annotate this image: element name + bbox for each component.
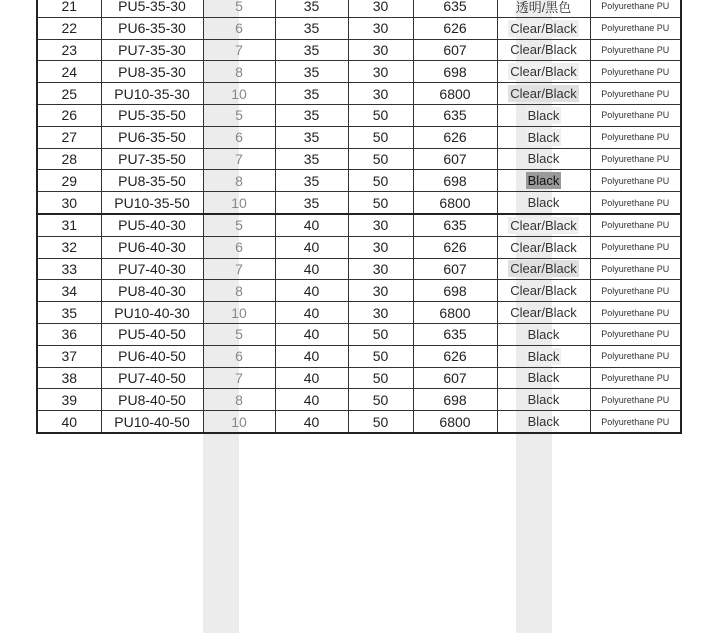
pcs-cell: 8	[203, 170, 275, 192]
row-number-cell: 35	[37, 302, 101, 324]
pcs-cell: 6	[203, 345, 275, 367]
material-cell: Polyurethane PU	[590, 39, 681, 61]
quantity-cell: 698	[413, 389, 497, 411]
length-cell: 30	[348, 83, 413, 105]
row-number-cell: 30	[37, 192, 101, 214]
spec-table-body	[37, 0, 681, 433]
quantity-cell: 626	[413, 236, 497, 258]
quantity-cell: 698	[413, 280, 497, 302]
quantity-cell: 698	[413, 170, 497, 192]
color-cell	[497, 214, 590, 236]
color-label: Clear/Black	[510, 64, 577, 80]
quantity-cell: 607	[413, 39, 497, 61]
color-cell	[497, 126, 590, 148]
length-cell: 30	[348, 236, 413, 258]
material-cell: Polyurethane PU	[590, 280, 681, 302]
table-row	[37, 345, 681, 367]
model-cell: PU6-35-30	[101, 17, 203, 39]
color-cell	[497, 345, 590, 367]
table-row	[37, 302, 681, 324]
length-cell: 50	[348, 192, 413, 214]
row-number-cell: 25	[37, 83, 101, 105]
color-label: Clear/Black	[510, 217, 577, 233]
length-cell: 50	[348, 126, 413, 148]
diameter-cell: 40	[275, 323, 348, 345]
diameter-cell: 40	[275, 389, 348, 411]
pcs-cell: 10	[203, 411, 275, 433]
length-cell: 30	[348, 258, 413, 280]
length-cell: 50	[348, 411, 413, 433]
model-cell: PU10-40-30	[101, 302, 203, 324]
table-row	[37, 236, 681, 258]
pcs-cell: 7	[203, 367, 275, 389]
color-cell: Clear/Black	[497, 302, 590, 324]
quantity-cell: 635	[413, 104, 497, 126]
diameter-cell: 40	[275, 258, 348, 280]
length-cell: 50	[348, 323, 413, 345]
color-cell	[497, 83, 590, 105]
model-cell: PU5-40-50	[101, 323, 203, 345]
material-cell: Polyurethane PU	[590, 236, 681, 258]
length-cell: 30	[348, 61, 413, 83]
color-cell: Clear/Black	[497, 280, 590, 302]
quantity-cell: 626	[413, 17, 497, 39]
quantity-cell: 607	[413, 258, 497, 280]
quantity-cell: 626	[413, 345, 497, 367]
material-cell: Polyurethane PU	[590, 104, 681, 126]
length-cell: 30	[348, 17, 413, 39]
material-cell: Polyurethane PU	[590, 302, 681, 324]
row-number-cell: 33	[37, 258, 101, 280]
color-cell: Black	[497, 367, 590, 389]
model-cell: PU6-40-50	[101, 345, 203, 367]
row-number-cell: 34	[37, 280, 101, 302]
model-cell: PU8-35-30	[101, 61, 203, 83]
pcs-cell: 10	[203, 302, 275, 324]
color-label: Black	[527, 129, 560, 145]
table-row	[37, 323, 681, 345]
row-number-cell: 36	[37, 323, 101, 345]
model-cell: PU8-40-50	[101, 389, 203, 411]
row-number-cell: 31	[37, 214, 101, 236]
pcs-cell: 7	[203, 39, 275, 61]
table-row	[37, 192, 681, 214]
row-number-cell: 38	[37, 367, 101, 389]
material-cell: Polyurethane PU	[590, 389, 681, 411]
material-cell: Polyurethane PU	[590, 83, 681, 105]
diameter-cell: 35	[275, 0, 348, 17]
diameter-cell: 40	[275, 411, 348, 433]
row-number-cell: 26	[37, 104, 101, 126]
table-row	[37, 39, 681, 61]
row-number-cell: 27	[37, 126, 101, 148]
table-row	[37, 17, 681, 39]
length-cell: 50	[348, 104, 413, 126]
pcs-cell: 10	[203, 192, 275, 214]
length-cell: 30	[348, 214, 413, 236]
length-cell: 50	[348, 367, 413, 389]
diameter-cell: 40	[275, 367, 348, 389]
pcs-cell: 5	[203, 104, 275, 126]
row-number-cell: 32	[37, 236, 101, 258]
diameter-cell: 40	[275, 214, 348, 236]
color-cell: Clear/Black	[497, 39, 590, 61]
table-row	[37, 258, 681, 280]
material-cell: Polyurethane PU	[590, 170, 681, 192]
length-cell: 30	[348, 280, 413, 302]
color-cell	[497, 17, 590, 39]
table-row	[37, 170, 681, 192]
pcs-cell: 6	[203, 236, 275, 258]
table-row	[37, 389, 681, 411]
table-row	[37, 0, 681, 17]
row-number-cell: 37	[37, 345, 101, 367]
diameter-cell: 35	[275, 17, 348, 39]
pcs-cell: 8	[203, 61, 275, 83]
pcs-cell: 6	[203, 126, 275, 148]
model-cell: PU7-40-50	[101, 367, 203, 389]
material-cell: Polyurethane PU	[590, 345, 681, 367]
table-row	[37, 126, 681, 148]
table-row	[37, 411, 681, 433]
color-label: Clear/Black	[510, 261, 577, 277]
table-row	[37, 148, 681, 170]
length-cell: 50	[348, 148, 413, 170]
model-cell: PU8-40-30	[101, 280, 203, 302]
quantity-cell: 607	[413, 367, 497, 389]
material-cell: Polyurethane PU	[590, 411, 681, 433]
row-number-cell: 21	[37, 0, 101, 17]
diameter-cell: 40	[275, 236, 348, 258]
color-cell: Black	[497, 411, 590, 433]
row-number-cell: 39	[37, 389, 101, 411]
model-cell: PU10-40-50	[101, 411, 203, 433]
model-cell: PU10-35-50	[101, 192, 203, 214]
diameter-cell: 35	[275, 39, 348, 61]
pcs-cell: 7	[203, 148, 275, 170]
quantity-cell: 607	[413, 148, 497, 170]
table-row	[37, 367, 681, 389]
quantity-cell: 698	[413, 61, 497, 83]
material-cell: Polyurethane PU	[590, 367, 681, 389]
material-cell: Polyurethane PU	[590, 17, 681, 39]
color-cell	[497, 170, 590, 192]
model-cell: PU5-35-50	[101, 104, 203, 126]
diameter-cell: 35	[275, 192, 348, 214]
color-label: Clear/Black	[510, 20, 577, 36]
table-row	[37, 61, 681, 83]
color-cell: 透明/黑色	[497, 0, 590, 17]
model-cell: PU7-40-30	[101, 258, 203, 280]
color-cell: Clear/Black	[497, 236, 590, 258]
color-cell: Black	[497, 148, 590, 170]
pcs-cell: 8	[203, 280, 275, 302]
quantity-cell: 635	[413, 214, 497, 236]
color-cell: Black	[497, 389, 590, 411]
model-cell: PU8-35-50	[101, 170, 203, 192]
diameter-cell: 40	[275, 280, 348, 302]
material-cell: Polyurethane PU	[590, 126, 681, 148]
pcs-cell: 10	[203, 83, 275, 105]
pcs-cell: 8	[203, 389, 275, 411]
diameter-cell: 35	[275, 170, 348, 192]
diameter-cell: 35	[275, 83, 348, 105]
model-cell: PU7-35-50	[101, 148, 203, 170]
material-cell: Polyurethane PU	[590, 0, 681, 17]
spec-table	[36, 0, 682, 434]
row-number-cell: 40	[37, 411, 101, 433]
model-cell: PU10-35-30	[101, 83, 203, 105]
model-cell: PU7-35-30	[101, 39, 203, 61]
row-number-cell: 24	[37, 61, 101, 83]
material-cell: Polyurethane PU	[590, 323, 681, 345]
material-cell: Polyurethane PU	[590, 258, 681, 280]
length-cell: 50	[348, 170, 413, 192]
quantity-cell: 6800	[413, 411, 497, 433]
length-cell: 50	[348, 389, 413, 411]
color-label: Black	[527, 173, 560, 189]
material-cell: Polyurethane PU	[590, 192, 681, 214]
color-cell	[497, 61, 590, 83]
length-cell: 30	[348, 302, 413, 324]
table-row	[37, 214, 681, 236]
table-row	[37, 280, 681, 302]
material-cell: Polyurethane PU	[590, 61, 681, 83]
pcs-cell: 7	[203, 258, 275, 280]
length-cell: 30	[348, 0, 413, 17]
material-cell: Polyurethane PU	[590, 148, 681, 170]
row-number-cell: 29	[37, 170, 101, 192]
quantity-cell: 635	[413, 0, 497, 17]
material-cell: Polyurethane PU	[590, 214, 681, 236]
quantity-cell: 626	[413, 126, 497, 148]
table-row	[37, 83, 681, 105]
table-row	[37, 104, 681, 126]
row-number-cell: 23	[37, 39, 101, 61]
pcs-cell: 5	[203, 323, 275, 345]
quantity-cell: 6800	[413, 192, 497, 214]
color-cell: Black	[497, 323, 590, 345]
quantity-cell: 6800	[413, 83, 497, 105]
color-cell: Black	[497, 192, 590, 214]
quantity-cell: 6800	[413, 302, 497, 324]
row-number-cell: 28	[37, 148, 101, 170]
color-label: Black	[527, 107, 560, 123]
color-label: Black	[527, 348, 560, 364]
quantity-cell: 635	[413, 323, 497, 345]
diameter-cell: 35	[275, 126, 348, 148]
diameter-cell: 35	[275, 104, 348, 126]
length-cell: 50	[348, 345, 413, 367]
model-cell: PU6-35-50	[101, 126, 203, 148]
diameter-cell: 40	[275, 345, 348, 367]
pcs-cell: 5	[203, 214, 275, 236]
model-cell: PU5-35-30	[101, 0, 203, 17]
pcs-cell: 5	[203, 0, 275, 17]
color-cell	[497, 258, 590, 280]
row-number-cell: 22	[37, 17, 101, 39]
model-cell: PU6-40-30	[101, 236, 203, 258]
model-cell: PU5-40-30	[101, 214, 203, 236]
color-cell	[497, 104, 590, 126]
length-cell: 30	[348, 39, 413, 61]
diameter-cell: 35	[275, 148, 348, 170]
pcs-cell: 6	[203, 17, 275, 39]
diameter-cell: 40	[275, 302, 348, 324]
color-label: Clear/Black	[510, 86, 577, 102]
diameter-cell: 35	[275, 61, 348, 83]
